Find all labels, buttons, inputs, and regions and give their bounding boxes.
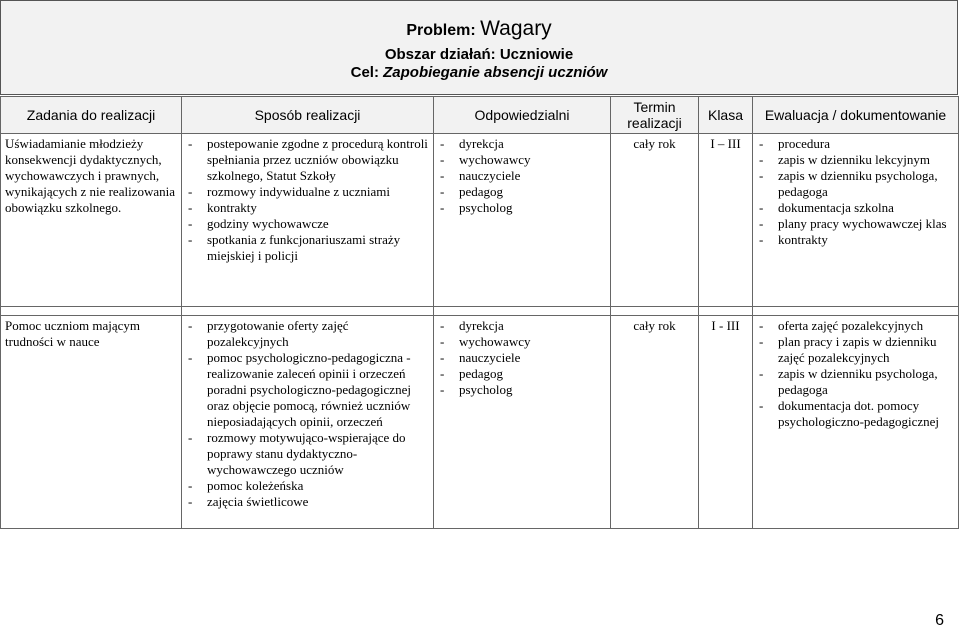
- table-row: [1, 316, 959, 529]
- term-cell: cały rok: [611, 316, 699, 529]
- method-cell: [182, 316, 434, 529]
- problem-title: [1, 17, 957, 41]
- col-header-responsible: Odpowiedzialni: [434, 97, 611, 134]
- list-item: - godziny wychowawcze: [185, 216, 430, 232]
- list-item: - dokumentacja dot. pomocy psychologiczno-pedagogicznej: [756, 398, 955, 430]
- list-item: - plan pracy i zapis w dzienniku zajęć pozalekcyjnych: [756, 334, 955, 366]
- col-header-class: Klasa: [699, 97, 753, 134]
- area-line: Obszar działań: Uczniowie: [384, 46, 574, 63]
- goal-line: [1, 64, 957, 81]
- list-item: - rozmowy motywująco-wspierające do poprawy stanu dydaktyczno-wychowawczego uczniów: [185, 430, 430, 478]
- list-item: - dyrekcja: [437, 136, 607, 152]
- list-item: - procedura: [756, 136, 955, 152]
- col-header-tasks: Zadania do realizacji: [1, 97, 182, 134]
- list-item: - zapis w dzienniku lekcyjnym: [756, 152, 955, 168]
- list-item: - pedagog: [437, 366, 607, 382]
- list-item: - dokumentacja szkolna: [756, 200, 955, 216]
- list-item: - kontrakty: [185, 200, 430, 216]
- list-item: - pomoc psychologiczno-pedagogiczna - realizowanie zaleceń opinii i orzeczeń poradni psychologiczno-pedagogicznej oraz objęcie pomocą, również uczniów nieposiadających opinii, orzeczeń: [185, 350, 430, 430]
- list-item: - psycholog: [437, 200, 607, 216]
- row-separator: [1, 307, 959, 316]
- goal-text: Zapobieganie absencji uczniów: [383, 64, 608, 81]
- class-cell: I - III: [699, 316, 753, 529]
- responsible-cell: [434, 134, 611, 307]
- evaluation-cell: [753, 134, 959, 307]
- list-item: - kontrakty: [756, 232, 955, 248]
- class-cell: I – III: [699, 134, 753, 307]
- method-cell: [182, 134, 434, 307]
- list-item: - postepowanie zgodne z procedurą kontroli spełniania przez uczniów obowiązku szkolnego, Statut Szkoły: [185, 136, 430, 184]
- evaluation-cell: [753, 316, 959, 529]
- goal-prefix: Cel:: [350, 64, 379, 81]
- plan-table: [0, 96, 959, 529]
- col-header-term: Termin realizacji: [611, 97, 699, 134]
- list-item: - zajęcia świetlicowe: [185, 494, 430, 510]
- list-item: - zapis w dzienniku psychologa, pedagoga: [756, 366, 955, 398]
- plan-header: [0, 0, 958, 95]
- list-item: - nauczyciele: [437, 350, 607, 366]
- list-item: - wychowawcy: [437, 152, 607, 168]
- task-cell: Pomoc uczniom mającym trudności w nauce: [1, 316, 182, 529]
- list-item: - zapis w dzienniku psychologa, pedagoga: [756, 168, 955, 200]
- responsible-cell: [434, 316, 611, 529]
- col-header-evaluation: Ewaluacja / dokumentowanie: [753, 97, 959, 134]
- task-cell: Uświadamianie młodzieży konsekwencji dydaktycznych, wychowawczych i prawnych, wynikających z nie realizowania obowiązku szkolnego.: [1, 134, 182, 307]
- list-item: - plany pracy wychowawczej klas: [756, 216, 955, 232]
- table-row: [1, 134, 959, 307]
- list-item: - wychowawcy: [437, 334, 607, 350]
- list-item: - przygotowanie oferty zajęć pozalekcyjnych: [185, 318, 430, 350]
- list-item: - psycholog: [437, 382, 607, 398]
- problem-prefix: Problem:: [406, 22, 476, 39]
- problem-name: Wagary: [480, 17, 552, 40]
- list-item: - oferta zajęć pozalekcyjnych: [756, 318, 955, 334]
- term-cell: cały rok: [611, 134, 699, 307]
- list-item: - spotkania z funkcjonariuszami straży miejskiej i policji: [185, 232, 430, 264]
- list-item: - pomoc koleżeńska: [185, 478, 430, 494]
- page-number: 6: [935, 612, 944, 629]
- col-header-method: Sposób realizacji: [182, 97, 434, 134]
- list-item: - nauczyciele: [437, 168, 607, 184]
- list-item: - rozmowy indywidualne z uczniami: [185, 184, 430, 200]
- list-item: - dyrekcja: [437, 318, 607, 334]
- list-item: - pedagog: [437, 184, 607, 200]
